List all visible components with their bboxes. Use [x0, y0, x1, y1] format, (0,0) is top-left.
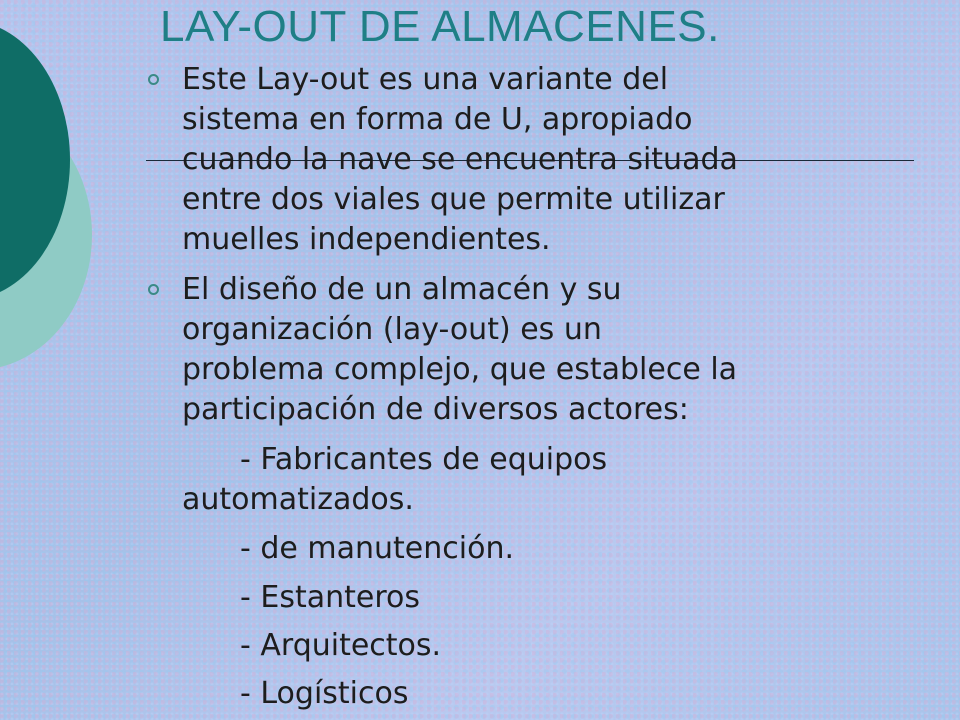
sub-item-estanteros: - Estanteros: [240, 580, 420, 615]
bullet-2-line: El diseño de un almacén y su: [182, 272, 622, 307]
slide-title: LAY-OUT DE ALMACENES.: [160, 2, 720, 51]
bullet-1-line: Este Lay-out es una variante del: [182, 62, 669, 97]
bullet-2-line: participación de diversos actores:: [182, 392, 689, 427]
sub-item-manutencion: - de manutención.: [240, 531, 514, 566]
bullet-1-line: entre dos viales que permite utilizar: [182, 182, 725, 217]
sub-item-arquitectos: - Arquitectos.: [240, 628, 442, 663]
ring-bullet-icon: [148, 74, 159, 85]
bullet-1-line: muelles independientes.: [182, 222, 551, 257]
bullet-1-line: cuando la nave se encuentra situada: [182, 142, 738, 177]
bullet-1-line: sistema en forma de U, apropiado: [182, 102, 693, 137]
sub-item-fabricantes-cont: automatizados.: [182, 482, 414, 517]
bullet-2-line: organización (lay-out) es un: [182, 312, 602, 347]
ring-bullet-icon: [148, 284, 159, 295]
sub-item-fabricantes: - Fabricantes de equipos: [240, 442, 608, 477]
sub-item-logisticos: - Logísticos: [240, 676, 409, 711]
bullet-2-line: problema complejo, que establece la: [182, 352, 738, 387]
